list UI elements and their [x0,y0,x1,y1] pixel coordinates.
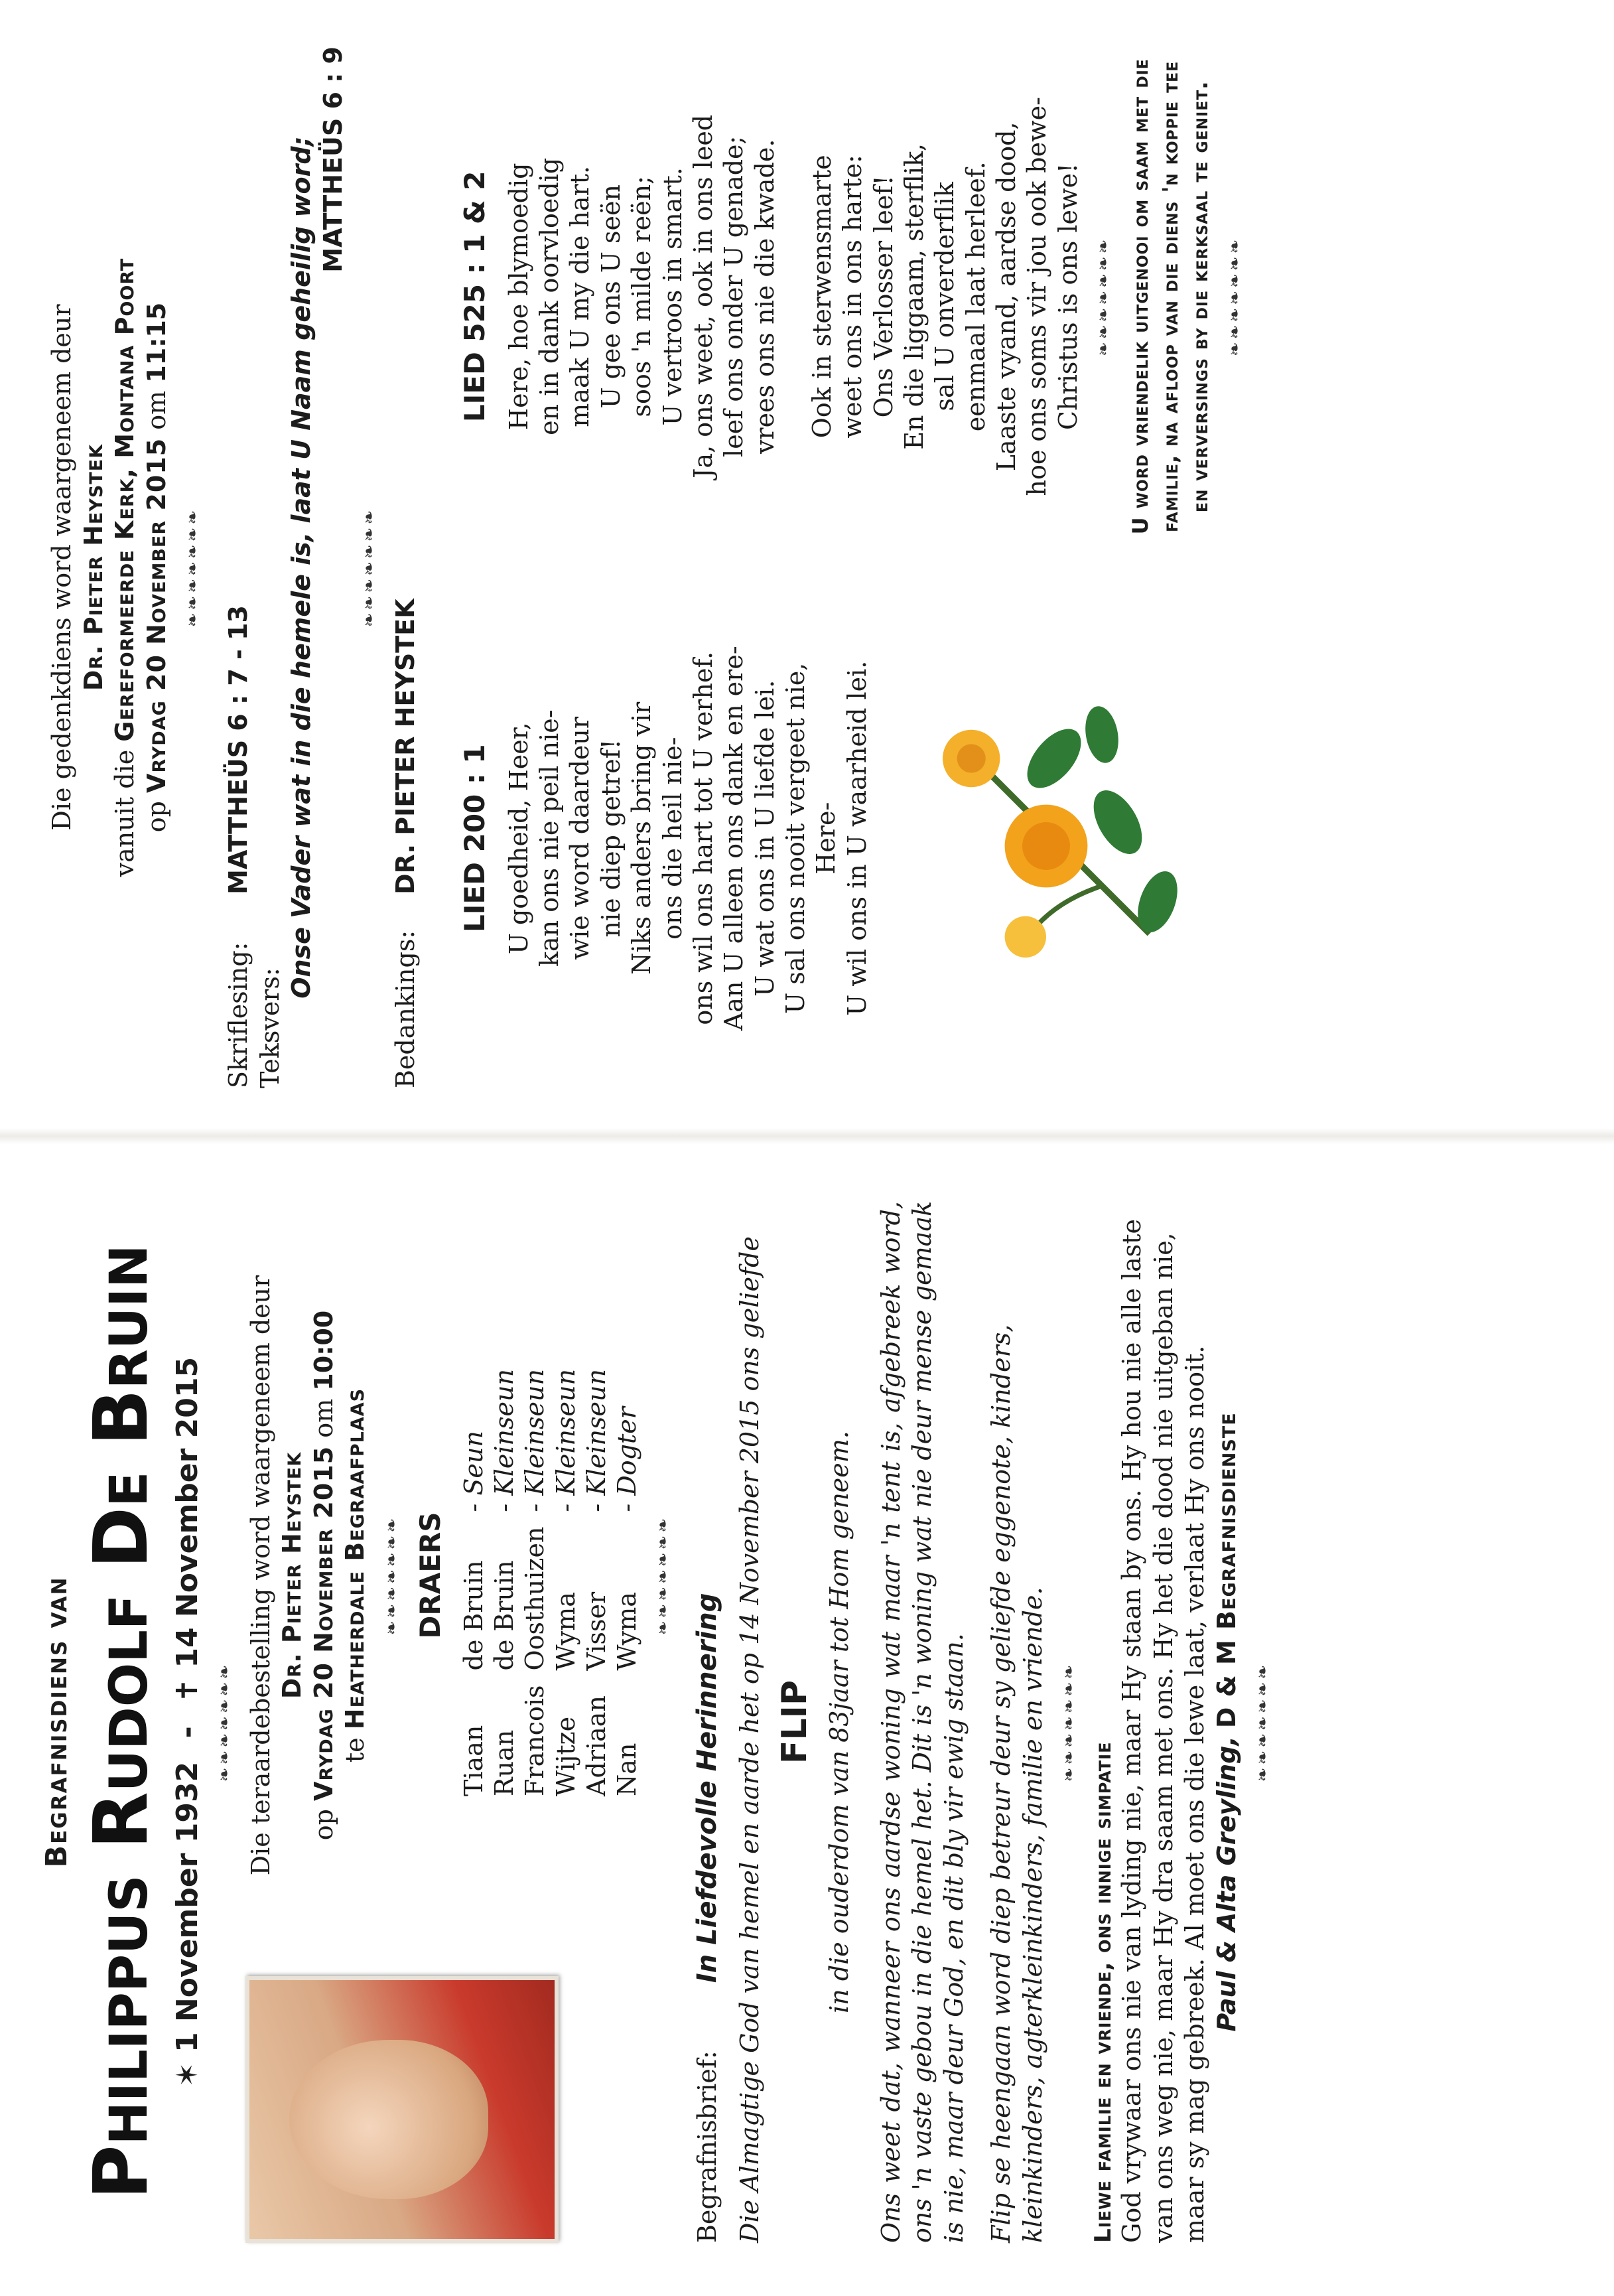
bearer-last: Wyma [612,1592,642,1671]
life-dates [170,1201,204,2243]
bearer-role: - Kleinseun [489,1369,519,1512]
sympathy-title: Liewe familie en vriende, ons innige simpatie [1090,1741,1117,2243]
mourning-paragraph: Flip se heengaan word diep betreur deur sy geliefde eggenote, kinders, kleinkinders, agterkleinkinders, familie en vriende. [986,1324,1047,2243]
hymn-line: En die liggaam, sterflik, [900,143,929,450]
hymn-line: U wat ons in U liefde lei. [750,680,779,997]
hymn-line: Ook in sterwensmarte [807,155,837,439]
table-row [489,1354,519,1796]
bearer-first: Nan [612,1743,642,1796]
memorial-intro-1: Die gedenkdiens word waargeneem deur [47,304,76,831]
hymn-line: en in dank oorvloedig [535,157,565,435]
memorial-officiant: Dr. Pieter Heystek [78,443,108,691]
age-line: in die ouderdom van 83jaar tot Hom geneem. [825,1431,854,2013]
hymn-line: vrees ons nie die kwade. [750,139,779,455]
hymn-line: sal U onverderflik [930,182,960,411]
burial-officiant: Dr. Pieter Heystek [277,1451,307,1699]
burial-place-line [340,1201,371,1950]
bearer-last: de Bruin [458,1560,488,1671]
hymn-line: eenmaal laat herleef. [961,161,990,432]
bearer-first: Ruan [489,1729,519,1796]
bearer-last: Oosthuizen [520,1526,550,1671]
ornament-divider: ❧❧❧❧❧❧❧ [183,507,203,628]
table-row [519,1354,550,1796]
memorial-date-line [141,46,173,1088]
hymn-line: U gee ons U seën [596,184,626,409]
burial-op: op [308,1809,338,1841]
burial-row [245,1201,684,2243]
funeral-panel [13,1175,1592,2269]
reading-label: Skriflesing: [224,942,253,1088]
hymn-line: Here- [811,802,841,875]
burial-om: om [308,1398,338,1438]
hymn-line: ons wil ons hart tot U verhef. [688,651,718,1025]
death-date: ✝ 14 November 2015 [170,1356,204,1703]
burial-date-line [308,1201,340,1950]
hymn-line: wie word daardeur [565,716,595,960]
page-fold [0,1128,1614,1144]
funeral-company: D & M Begrafnisdienste [1211,1412,1241,1729]
letter-label: Begrafnisbrief: [692,2050,722,2243]
bearer-first: Francois [520,1685,550,1796]
bearer-role: - Kleinseun [582,1369,612,1512]
memorial-om: om [141,390,171,430]
ornament-divider: ❧❧❧❧❧❧❧ [653,1515,673,1636]
bearer-last: Wyma [551,1592,580,1671]
memorial-panel [13,20,1592,1115]
hymn-line: kan ons nie peil nie- [535,709,565,967]
hymn-2-title: LIED 525 : 1 & 2 [458,171,491,423]
bearer-role: - Kleinseun [520,1369,550,1512]
hymn-line: maak U my die hart. [565,165,595,427]
table-row [612,1354,642,1796]
sympathy-text: God vrywaar ons nie van lyding nie, maar Hy staan by ons. Hy hou nie alle laste van ons weg nie, maar Hy dra saam met ons. Hy het die dood nie uitgeban nie, maar sy mag gebreek. Al moet ons die lewe laat, verlaat Hy ons nooit. [1117,1218,1210,2243]
hymn-line: nie diep getref! [596,739,626,938]
signature-line [1211,1201,1243,2243]
signature: Paul & Alta Greyling, [1211,1736,1241,2032]
bearer-last: Visser [582,1591,612,1671]
thanks-row [390,46,422,1088]
reading-value: MATTHEÜS 6 : 7 - 13 [224,605,253,895]
hymns [446,46,1258,1088]
memory-intro: Die Almagtige God van hemel en aarde het op 14 November 2015 ons geliefde [734,1236,764,2243]
hymn-line: Aan U alleen ons dank en ere- [719,646,749,1031]
ornament-divider: ❧❧❧❧❧❧❧ [1225,236,1246,357]
reading-row [223,46,255,1088]
bearer-first: Adriaan [582,1695,612,1796]
bearer-first: Tiaan [458,1725,488,1796]
hymn-2 [446,46,1258,547]
bearer-first: Wijtze [551,1716,580,1796]
bearer-role: - Seun [458,1431,488,1512]
text-verse: Onse Vader wat in die hemele is, laat U Naam geheilig word; [287,136,316,999]
church-pre: vanuit die [110,749,139,877]
hymn-line: Laaste vyand, aardse dood, [992,121,1022,472]
bearer-role: - Kleinseun [551,1369,580,1512]
roses-image [879,679,1197,997]
burial-line-1: Die teraardebestelling word waargeneem deur [245,1275,275,1876]
birth-date: ✶ 1 November 1932 [170,1761,204,2088]
hymn-line: hoe ons soms vir jou ook bewe- [1022,97,1052,496]
text-label: Teksvers: [255,968,285,1088]
hymn-line: Here, hoe blymoedig [504,163,533,431]
hymn-line: U wil ons in U waarheid lei. [842,660,872,1016]
thanks-value: DR. PIETER HEYSTEK [391,599,420,895]
burial-te: te [340,1737,370,1763]
burial-date: Vrydag 20 November 2015 [308,1445,338,1801]
ornament-divider: ❧❧❧❧❧❧❧ [1094,236,1114,357]
portrait-photo [245,1976,559,2243]
hymn-1-title: LIED 200 : 1 [458,744,491,932]
hymn-line: U sal ons nooit vergeet nie, [780,662,810,1014]
burial-time: 10:00 [308,1310,338,1391]
memorial-time: 11:15 [141,302,171,383]
church-name: Gereformeerde Kerk, Montana Poort [110,257,139,742]
hymn-line: ons die heil nie- [657,737,687,940]
service-heading: Begrafnisdiens van [40,1576,74,1868]
ornament-divider: ❧❧❧❧❧❧❧ [214,1662,235,1782]
ornament-divider: ❧❧❧❧❧❧❧ [1253,1662,1274,1782]
hymn-line: leef ons onder U genade; [719,135,749,457]
thanks-label: Bedankings: [391,930,420,1088]
bearers-title: DRAERS [413,1512,446,1639]
bearers-table [458,1354,643,1796]
bearer-role: - Dogter [612,1407,642,1512]
hymn-line: soos 'n milde reën; [627,176,657,417]
table-row [551,1354,581,1796]
text-ref: MATTHEÜS 6 : 9 [318,46,348,273]
burial-place: Heatherdale Begraafplaas [340,1388,370,1730]
table-row [581,1354,612,1796]
ornament-divider: ❧❧❧❧❧❧❧ [360,507,379,628]
date-separator: - [170,1726,204,1739]
table-row [458,1354,489,1796]
hymn-line: weet ons in ons harte: [838,155,868,439]
memorial-church-line [109,46,141,1088]
invitation-text: U word vriendelik uitgenooi om saam met die familie, na afloop van die diens 'n koppie tee en verversings by die kerksaal te geniet. [1127,58,1213,535]
memory-title: In Liefdevolle Herinnering [691,1593,722,1983]
hymn-line: Ja, ons weet, ook in ons leed [688,114,718,478]
deceased-name: Philippus Rudolf De Bruin [78,1244,165,2200]
memorial-op: op [141,801,171,833]
hymn-line: Ons Verlosser leef! [868,175,898,418]
hymn-line: Christus is ons lewe! [1053,163,1083,430]
nickname: FLIP [775,1680,815,1764]
memory-header-row [691,1201,724,2243]
scripture-paragraph: Ons weet dat, wanneer ons aardse woning wat maar 'n tent is, afgebreek word, ons 'n vaste gebou in die hemel het. Dit is 'n woning wat nie deur mense gemaak is nie, maar deur God, en dit bly vir ewig staan. [876,1201,969,2243]
memorial-date: Vrydag 20 November 2015 [141,437,171,793]
hymn-1 [446,588,1258,1088]
hymn-line: U vertroos in smart. [657,167,687,426]
ornament-divider: ❧❧❧❧❧❧❧ [381,1515,402,1636]
burial-details [245,1201,684,1950]
hymn-line: Niks anders bring vir [627,701,657,975]
bearer-last: de Bruin [489,1560,519,1671]
ornament-divider: ❧❧❧❧❧❧❧ [1059,1662,1080,1782]
hymn-line: U goedheid, Heer, [504,722,533,955]
hymn-line [780,46,807,547]
